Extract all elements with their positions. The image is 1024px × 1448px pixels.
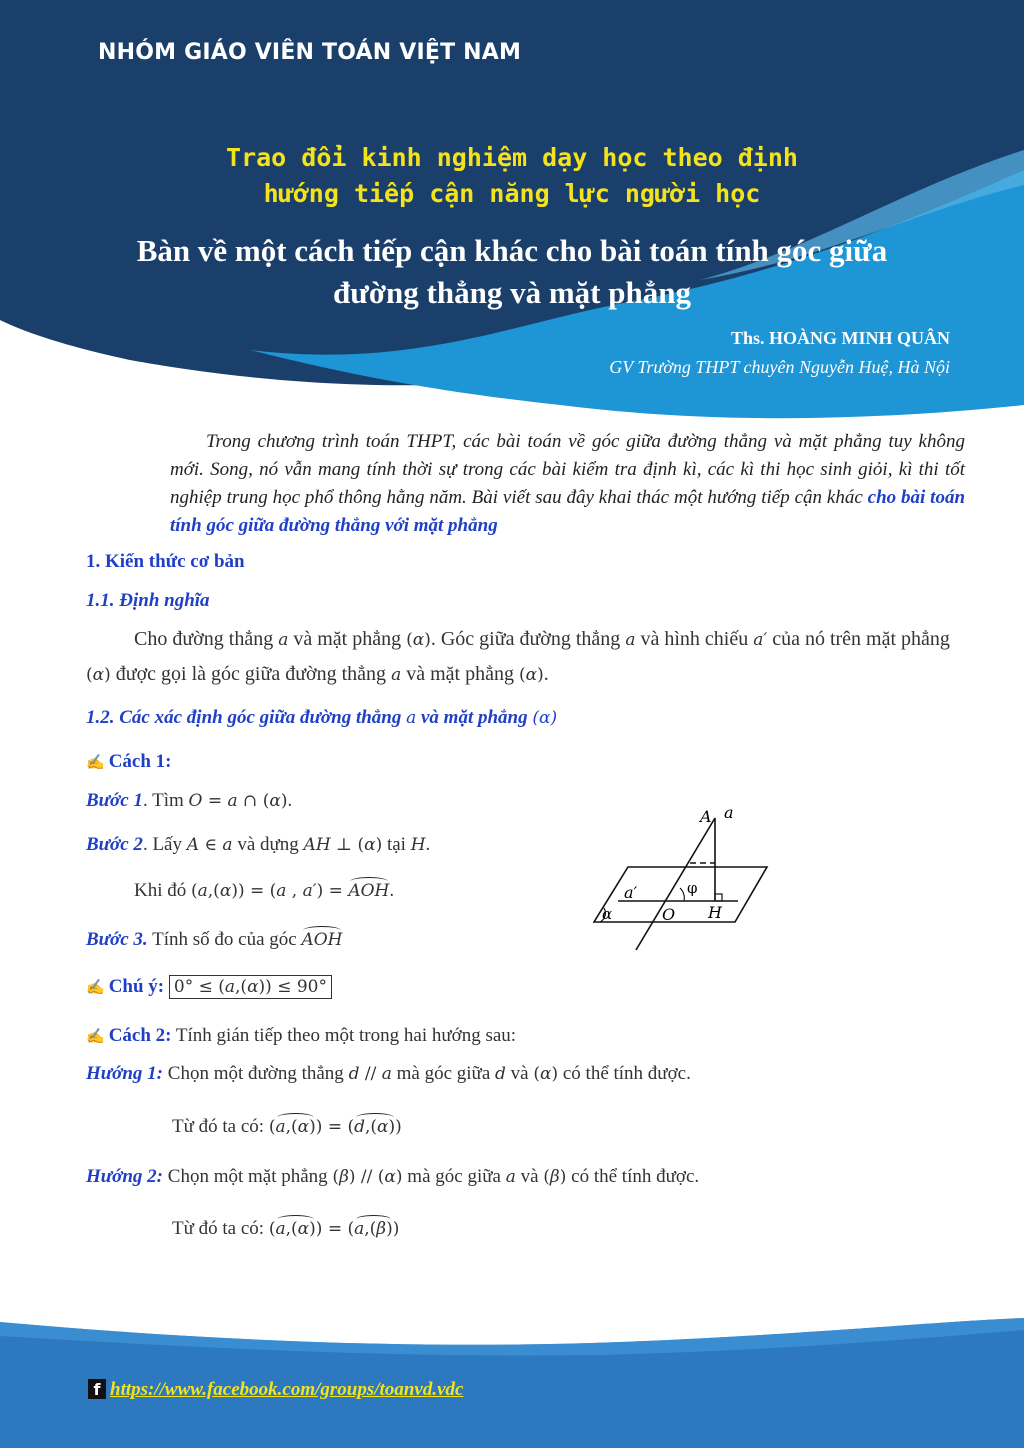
method2-intro: Tính gián tiếp theo một trong hai hướng sau: — [175, 1025, 517, 1046]
article-title-line2: đường thẳng và mặt phẳng — [333, 275, 691, 310]
label-O: O — [662, 905, 676, 924]
direction2-result: Từ đó ta có: (a,(α)) = (a,(β)) — [172, 1218, 400, 1239]
article-title — [80, 230, 944, 314]
angle-phi-arc — [680, 888, 684, 901]
pen-icon: ✍ — [86, 980, 105, 996]
article-title-line1: Bàn về một cách tiếp cận khác cho bài toán tính góc giữa — [136, 233, 888, 268]
line-a — [636, 818, 715, 950]
method-heading-and: và mặt phẳng — [421, 707, 528, 728]
author-name: Ths. HOÀNG MINH QUÂN — [730, 328, 950, 348]
pen-icon: ✍ — [86, 755, 105, 771]
def-text-1: Cho đường thẳng — [134, 628, 274, 650]
direction2-result-text: Từ đó ta có: — [172, 1218, 265, 1239]
subsection-method-heading: 1.2. Các xác định góc giữa đường thẳng a và mặt phẳng (α) — [86, 707, 558, 728]
direction2-end: có thể tính được. — [571, 1166, 700, 1187]
angle-range-box: 0° ≤ (a,(α)) ≤ 90° — [169, 975, 332, 999]
step2-label: Bước 2 — [86, 834, 143, 855]
step3-label: Bước 3. — [86, 929, 148, 950]
direction2-line: Hướng 2: Chọn một mặt phẳng (β) // (α) mà góc giữa a và (β) có thể tính được. — [86, 1166, 700, 1187]
author-affiliation: GV Trường THPT chuyên Nguyễn Huệ, Hà Nội — [609, 357, 950, 377]
label-H: H — [708, 903, 722, 922]
main-title — [60, 140, 964, 212]
step1-text: . Tìm — [142, 790, 184, 811]
then-line: Khi đó (a,(α)) = (a , a′) = AOH. — [134, 880, 395, 901]
definition-paragraph: Cho đường thẳng a và mặt phẳng (α). Góc giữa đường thẳng a và hình chiếu a′ của nó trên mặt phẳng (α) được gọi là góc giữa đường thẳng a và mặt phẳng (α). — [86, 628, 950, 685]
direction2-text: Chọn một mặt phẳng — [167, 1166, 328, 1187]
def-text-4: và hình chiếu — [640, 628, 749, 650]
def-text-5: của nó trên mặt phẳng — [772, 628, 950, 650]
abstract — [170, 428, 965, 540]
note-label: Chú ý: — [108, 976, 165, 997]
subsection-definition-heading: 1.1. Định nghĩa — [86, 590, 210, 611]
geometry-figure — [590, 800, 780, 960]
label-A: A — [700, 807, 712, 826]
def-text-7: và mặt phẳng — [406, 663, 514, 685]
footer-background — [0, 1300, 1024, 1448]
then-text: Khi đó — [134, 880, 187, 901]
main-title-line2: hướng tiếp cận năng lực người học — [263, 179, 761, 208]
direction1-line: Hướng 1: Chọn một đường thẳng d // a mà góc giữa d và (α) có thể tính được. — [86, 1063, 691, 1084]
label-a: a — [724, 803, 734, 822]
method2-line — [86, 1025, 516, 1047]
step1-label: Bước 1 — [86, 790, 143, 811]
group-name: NHÓM GIÁO VIÊN TOÁN VIỆT NAM — [98, 40, 522, 65]
method1-heading — [86, 751, 172, 773]
direction1-result-text: Từ đó ta có: — [172, 1116, 265, 1137]
pen-icon: ✍ — [86, 1029, 105, 1045]
step1-line: Bước 1. Tìm O = a ∩ (α). — [86, 790, 293, 811]
abstract-text: Trong chương trình toán THPT, các bài toán về góc giữa đường thẳng và mặt phẳng tuy không mới. Song, nó vẫn mang tính thời sự trong các bài kiểm tra định kì, các kì thi học sinh giỏi, kì thi tốt nghiệp trung học phổ thông hằng năm. Bài viết sau đây khai thác một hướng tiếp cận khác — [170, 431, 965, 508]
direction2-mid: mà góc giữa — [407, 1166, 501, 1187]
direction1-end: có thể tính được. — [562, 1063, 691, 1084]
facebook-group-link[interactable]: https://www.facebook.com/groups/toanvd.vdc — [110, 1379, 464, 1400]
step3-text: Tính số đo của góc — [152, 929, 297, 950]
direction1-result: Từ đó ta có: (a,(α)) = (d,(α)) — [172, 1116, 402, 1137]
method1-label: Cách 1: — [108, 751, 172, 772]
def-text-2: và mặt phẳng — [293, 628, 402, 650]
def-text-3: . Góc giữa đường thẳng — [430, 628, 621, 650]
abstract-highlight: cho bài toán tính góc giữa đường thẳng với mặt phẳng — [170, 487, 966, 536]
section-heading: 1. Kiến thức cơ bản — [86, 551, 245, 572]
right-angle-mark — [715, 894, 722, 901]
step2-line: Bước 2. Lấy A ∈ a và dựng AH ⊥ (α) tại H. — [86, 834, 431, 855]
def-text-6: được gọi là góc giữa đường thẳng — [115, 663, 387, 685]
method2-label: Cách 2: — [108, 1025, 172, 1046]
step2-tai: tại — [386, 834, 406, 855]
direction1-mid: mà góc giữa — [396, 1063, 491, 1084]
step2-mid: và dựng — [237, 834, 299, 855]
step2-text: . Lấy — [142, 834, 182, 855]
main-title-line1: Trao đổi kinh nghiệm dạy học theo định — [226, 143, 798, 172]
direction1-label: Hướng 1: — [86, 1063, 164, 1084]
direction1-and: và — [510, 1063, 529, 1084]
label-phi: φ — [687, 879, 698, 897]
step3-line: Bước 3. Tính số đo của góc AOH — [86, 929, 343, 950]
label-alpha: α — [602, 905, 613, 923]
method-heading-text: 1.2. Các xác định góc giữa đường thẳng — [86, 707, 402, 728]
label-a-prime: a′ — [624, 883, 638, 902]
direction1-text: Chọn một đường thẳng — [167, 1063, 344, 1084]
direction2-and: và — [520, 1166, 539, 1187]
facebook-icon: f — [88, 1379, 106, 1399]
direction2-label: Hướng 2: — [86, 1166, 164, 1187]
note-line — [86, 976, 332, 998]
